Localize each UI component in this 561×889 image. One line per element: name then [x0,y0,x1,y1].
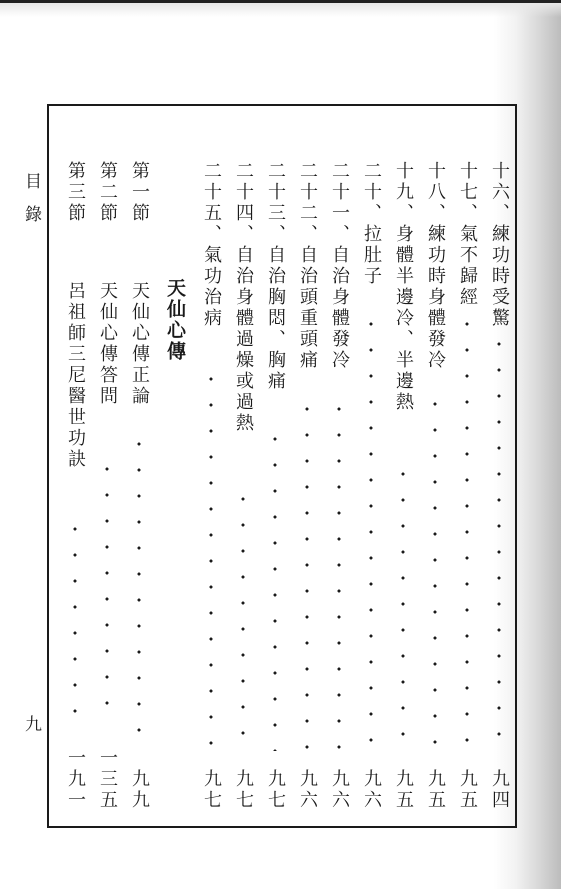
entry-title: 二十一、自治身體發冷 [329,161,350,371]
toc-sub-entry [93,161,121,811]
dot-leader [240,486,246,751]
entry-page: 九七 [201,769,222,811]
toc-entry [261,161,289,811]
entry-page: 九七 [233,769,254,811]
sub-entry-page: 一九一 [65,748,86,811]
section-title: 天仙心傳 [164,278,186,362]
dot-leader [136,431,142,751]
entry-title: 十七、氣不歸經 [457,161,478,308]
toc-entry [453,161,481,811]
dot-leader [304,396,310,751]
dot-leader [104,456,110,726]
folio-number: 九 [21,715,41,732]
entry-title: 二十三、自治胸悶、胸痛 [265,161,286,392]
dot-leader [464,311,470,751]
entry-title: 二十、拉肚子 [361,161,382,287]
dot-leader [496,331,502,751]
toc-entry [325,161,353,811]
section-heading [161,278,189,398]
entry-title: 十六、練功時受驚 [489,161,510,329]
entry-title: 十八、練功時身體發冷 [425,161,446,371]
dot-leader [272,426,278,751]
toc-entry [357,161,385,811]
toc-entry [197,161,225,811]
dot-leader [400,461,406,751]
sub-entry-label: 第一節 [129,161,150,224]
entry-page: 九五 [393,769,414,811]
entry-title: 二十二、自治頭重頭痛 [297,161,318,371]
dot-leader [336,396,342,751]
entry-page: 九四 [489,769,510,811]
entry-page: 九七 [265,769,286,811]
entry-title: 二十五、氣功治病 [201,161,222,329]
sub-entry-page: 一三五 [97,748,118,811]
toc-entry [485,161,513,811]
toc-entry [421,161,449,811]
sub-entry-label: 第二節 [97,161,118,224]
sub-entry-title: 天仙心傳正論 [129,281,150,407]
dot-leader [432,391,438,751]
toc-sub-entry [125,161,153,811]
entry-title: 二十四、自治身體過燥或過熱 [233,161,254,434]
toc-frame [47,104,517,828]
entry-page: 九五 [425,769,446,811]
toc-entry [389,161,417,811]
dot-leader [72,516,78,726]
toc-sub-entry [61,161,89,811]
dot-leader [208,366,214,751]
toc-entry [293,161,321,811]
entry-page: 九六 [329,769,350,811]
entry-title: 十九、身體半邊冷、半邊熱 [393,161,414,413]
sub-entry-page: 九九 [129,769,150,811]
top-shadow [0,3,561,17]
entry-page: 九五 [457,769,478,811]
entry-page: 九六 [297,769,318,811]
dot-leader [368,311,374,751]
running-title: 目錄 [21,172,41,238]
sub-entry-label: 第三節 [65,161,86,224]
sub-entry-title: 呂祖師三尼醫世功訣 [65,281,86,470]
toc-entry [229,161,257,811]
entry-page: 九六 [361,769,382,811]
sub-entry-title: 天仙心傳答問 [97,281,118,407]
